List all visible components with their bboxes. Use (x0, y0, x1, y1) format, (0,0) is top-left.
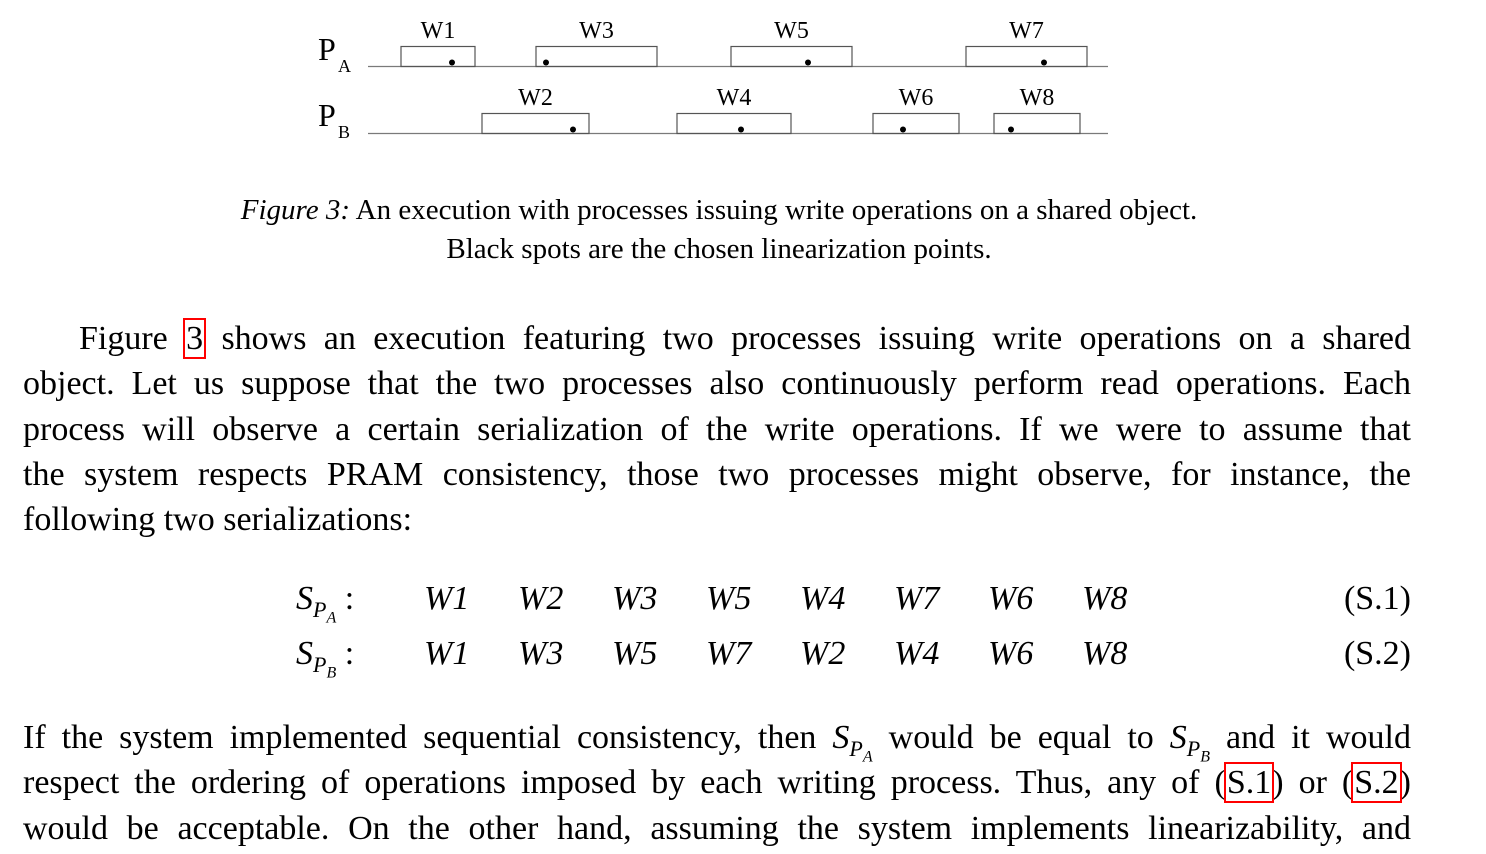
figure-reference-link[interactable]: 3 (186, 320, 204, 357)
write-operation-w2 (482, 85, 589, 134)
math-s-pa (832, 719, 873, 766)
linearization-point (570, 127, 576, 133)
operation-label: W7 (1009, 18, 1044, 44)
execution-timeline-figure (0, 0, 1486, 190)
paragraph-2-line-2 (23, 760, 1411, 805)
equation-s2-tag: (S.2) (1343, 635, 1411, 672)
write-operation-w8 (994, 85, 1080, 134)
serialization-item: W8 (1082, 635, 1128, 672)
paragraph-1-line-2: object. Let us suppose that the two processes also continuously perform read operations. Each (23, 365, 1411, 403)
equation-s2-lhs (296, 635, 354, 682)
paragraph-2-text: ) (1399, 764, 1411, 802)
equation-s1 (0, 580, 1486, 630)
paragraph-1-line-4: the system respects PRAM consistency, those two processes might observe, for instance, the (23, 455, 1411, 493)
write-operation-w3 (536, 18, 657, 67)
equation-reference-s1-link[interactable]: S.1 (1226, 764, 1272, 802)
operation-label: W1 (420, 18, 456, 44)
paragraph-2-line-3: would be acceptable. On the other hand, assuming the system implements linearizability, and (23, 809, 1411, 847)
operation-label: W3 (579, 18, 614, 44)
linearization-point (738, 127, 744, 133)
operation-interval-box (401, 47, 475, 67)
math-subsubscript: B (1200, 748, 1211, 766)
paragraph-1 (23, 316, 1411, 542)
math-subsubscript: A (862, 748, 873, 766)
figure-caption-label: Figure 3: (240, 194, 350, 226)
operation-label: W2 (518, 85, 553, 111)
figure-caption-text-2: Black spots are the chosen linearization points. (446, 233, 992, 265)
equation-s1-tag: (S.1) (1343, 580, 1411, 617)
linearization-point (1008, 127, 1014, 133)
serialization-item: W6 (988, 635, 1034, 672)
write-operations (401, 18, 1087, 134)
paragraph-2-text: respect the ordering of operations imposed by each writing process. Thus, any of ( (23, 764, 1226, 802)
math-symbol: S (1169, 719, 1187, 756)
equation-s1-colon: : (344, 580, 355, 617)
paragraph-2 (23, 715, 1411, 851)
serialization-item: W1 (424, 580, 470, 617)
math-subscript: P (1186, 735, 1201, 761)
paragraph-2-line-1 (23, 715, 1412, 766)
equation-s1-subsubscript: A (326, 609, 337, 627)
write-operation-w4 (677, 85, 791, 134)
process-a-label-subscript: A (338, 56, 351, 76)
serialization-item: W3 (612, 580, 658, 617)
operation-interval-box (966, 47, 1087, 67)
operation-label: W8 (1019, 85, 1055, 111)
paragraph-1-line-5: following two serializations: (23, 501, 413, 539)
paragraph-1-line-1 (23, 316, 1411, 361)
math-s-pb (1169, 719, 1211, 766)
serialization-item: W1 (424, 635, 470, 672)
operation-label: W6 (898, 85, 934, 111)
serialization-item: W7 (894, 580, 940, 617)
process-b-label-subscript: B (338, 122, 351, 142)
write-operation-w5 (731, 18, 852, 67)
figure-caption-line-2 (0, 230, 1438, 269)
operation-interval-box (731, 47, 852, 67)
operation-interval-box (994, 114, 1080, 134)
paragraph-2-text: would be equal to (872, 719, 1170, 756)
paragraph-2-text: ) or ( (1272, 764, 1354, 802)
figure-caption-line-1 (0, 191, 1438, 230)
operation-interval-box (677, 114, 791, 134)
serialization-item: W8 (1082, 580, 1128, 617)
equation-s2-colon: : (344, 635, 355, 672)
process-b-label: P (318, 97, 336, 133)
paragraph-2-text: If the system implemented sequential consistency, then (23, 719, 833, 756)
equation-s2-subscript: P (313, 651, 327, 677)
equation-s1-symbol: S (296, 580, 313, 617)
math-symbol: S (832, 719, 850, 756)
serialization-item: W4 (894, 635, 940, 672)
equation-s2-subsubscript: B (326, 664, 337, 682)
equation-s1-lhs (296, 580, 354, 627)
figure-caption-text: An execution with processes issuing write operations on a shared object. (355, 194, 1198, 226)
linearization-point (900, 127, 906, 133)
serialization-item: W5 (612, 635, 658, 672)
linearization-point (543, 60, 549, 66)
paragraph-2-text: and it would (1210, 719, 1412, 756)
paragraph-1-text: shows an execution featuring two processes issuing write operations on a shared (204, 320, 1411, 357)
serialization-item: W4 (800, 580, 846, 617)
linearization-point (805, 60, 811, 66)
serialization-item: W3 (518, 635, 564, 672)
process-b-row (318, 97, 1108, 142)
operation-label: W4 (716, 85, 752, 111)
math-subscript: P (849, 735, 863, 761)
serialization-item: W2 (800, 635, 846, 672)
serialization-item: W6 (988, 580, 1034, 617)
equation-s2-symbol: S (296, 635, 313, 672)
serialization-item: W2 (518, 580, 564, 617)
write-operation-w1 (401, 18, 475, 67)
write-operation-w7 (966, 18, 1087, 67)
equation-reference-s2-link[interactable]: S.2 (1354, 764, 1399, 802)
operation-label: W5 (774, 18, 809, 44)
serialization-item: W5 (706, 580, 752, 617)
process-a-label: P (318, 31, 336, 67)
serialization-item: W7 (706, 635, 752, 672)
paragraph-1-line-3: process will observe a certain serialization of the write operations. If we were to assume that (23, 410, 1411, 448)
paragraph-1-text: Figure (79, 320, 186, 357)
linearization-point (449, 60, 455, 66)
equation-s2 (0, 635, 1486, 685)
operation-interval-box (873, 114, 959, 134)
write-operation-w6 (873, 85, 959, 134)
linearization-point (1041, 60, 1047, 66)
equation-s1-subscript: P (313, 596, 327, 622)
operation-interval-box (536, 47, 657, 67)
